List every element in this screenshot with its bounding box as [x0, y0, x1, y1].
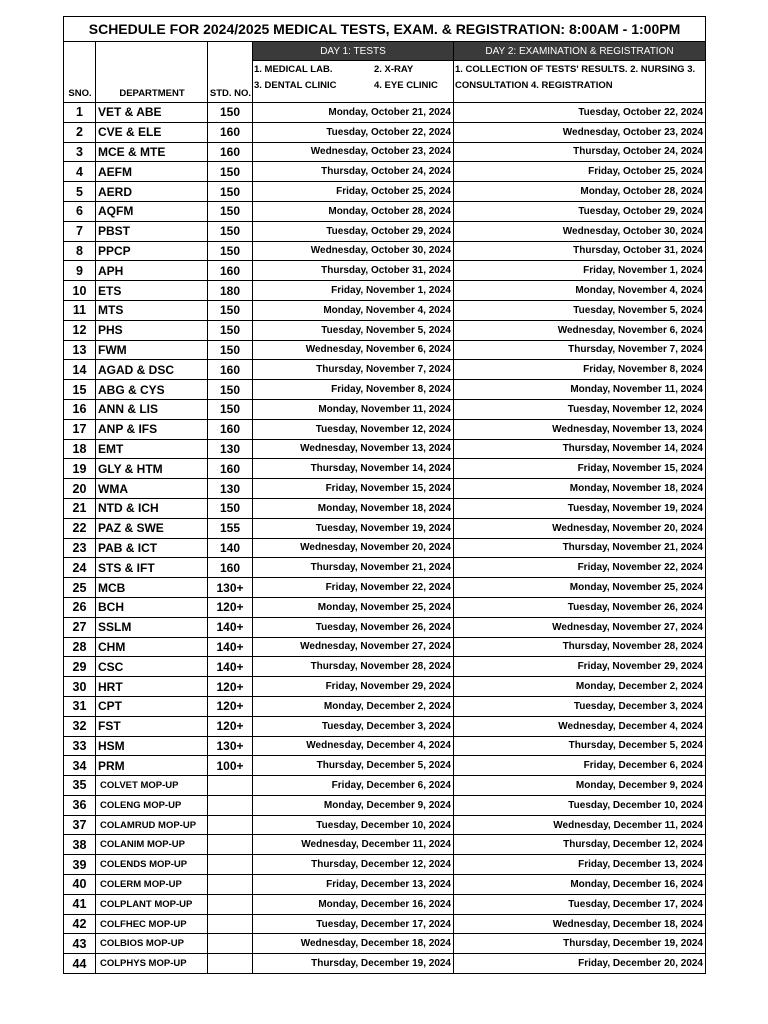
row-std-no [208, 855, 253, 875]
row-sno: 5 [64, 182, 96, 202]
row-day1-date: Tuesday, December 17, 2024 [253, 914, 454, 934]
row-department: MTS [96, 300, 208, 320]
row-department: APH [96, 261, 208, 281]
row-std-no [208, 835, 253, 855]
row-department: BCH [96, 597, 208, 617]
row-department: COLENDS MOP-UP [96, 855, 208, 875]
row-day2-date: Tuesday, November 19, 2024 [454, 498, 706, 518]
row-day2-date: Thursday, November 21, 2024 [454, 538, 706, 558]
row-day1-date: Friday, November 8, 2024 [253, 380, 454, 400]
row-department: ETS [96, 281, 208, 301]
row-day1-date: Tuesday, October 22, 2024 [253, 122, 454, 142]
day1-item: 3. DENTAL CLINIC [254, 80, 337, 91]
row-sno: 17 [64, 419, 96, 439]
row-std-no: 160 [208, 122, 253, 142]
row-day1-date: Thursday, October 24, 2024 [253, 162, 454, 182]
row-department: PRM [96, 756, 208, 776]
row-std-no: 150 [208, 182, 253, 202]
row-std-no [208, 815, 253, 835]
row-department: PPCP [96, 241, 208, 261]
table-row [64, 657, 706, 677]
row-department: NTD & ICH [96, 498, 208, 518]
row-std-no: 160 [208, 360, 253, 380]
row-day1-date: Wednesday, November 27, 2024 [253, 637, 454, 657]
row-day2-date: Friday, November 15, 2024 [454, 459, 706, 479]
row-day2-date: Thursday, October 31, 2024 [454, 241, 706, 261]
row-department: COLFHEC MOP-UP [96, 914, 208, 934]
row-department: AGAD & DSC [96, 360, 208, 380]
table-row [64, 677, 706, 697]
row-sno: 25 [64, 578, 96, 598]
row-std-no: 120+ [208, 716, 253, 736]
row-sno: 32 [64, 716, 96, 736]
row-sno: 44 [64, 954, 96, 974]
row-std-no: 160 [208, 459, 253, 479]
table-row [64, 399, 706, 419]
row-sno: 37 [64, 815, 96, 835]
row-day2-date: Friday, December 20, 2024 [454, 954, 706, 974]
row-department: PHS [96, 320, 208, 340]
row-day2-date: Tuesday, November 26, 2024 [454, 597, 706, 617]
row-day1-date: Thursday, December 12, 2024 [253, 855, 454, 875]
row-day1-date: Thursday, December 19, 2024 [253, 954, 454, 974]
row-day2-date: Tuesday, November 5, 2024 [454, 300, 706, 320]
table-row [64, 578, 706, 598]
row-day1-date: Friday, December 6, 2024 [253, 776, 454, 796]
row-std-no [208, 954, 253, 974]
table-row [64, 538, 706, 558]
row-day2-date: Monday, November 11, 2024 [454, 380, 706, 400]
header-sno: SNO. [64, 42, 96, 103]
row-day2-date: Thursday, November 14, 2024 [454, 439, 706, 459]
table-row [64, 182, 706, 202]
row-day2-date: Monday, November 25, 2024 [454, 578, 706, 598]
row-day2-date: Friday, October 25, 2024 [454, 162, 706, 182]
row-sno: 23 [64, 538, 96, 558]
row-department: STS & IFT [96, 558, 208, 578]
row-department: CSC [96, 657, 208, 677]
row-day2-date: Tuesday, December 10, 2024 [454, 795, 706, 815]
row-sno: 29 [64, 657, 96, 677]
row-day2-date: Thursday, October 24, 2024 [454, 142, 706, 162]
row-sno: 12 [64, 320, 96, 340]
header-std-no: STD. NO. [208, 42, 253, 103]
schedule-body [64, 103, 706, 974]
row-day2-date: Friday, November 22, 2024 [454, 558, 706, 578]
row-std-no: 150 [208, 340, 253, 360]
row-department: COLAMRUD MOP-UP [96, 815, 208, 835]
table-row [64, 855, 706, 875]
table-row [64, 597, 706, 617]
table-row [64, 498, 706, 518]
table-row [64, 518, 706, 538]
row-std-no: 160 [208, 261, 253, 281]
row-department: PAZ & SWE [96, 518, 208, 538]
row-sno: 15 [64, 380, 96, 400]
row-std-no: 180 [208, 281, 253, 301]
row-day2-date: Monday, December 9, 2024 [454, 776, 706, 796]
row-day1-date: Thursday, November 7, 2024 [253, 360, 454, 380]
table-row [64, 934, 706, 954]
row-std-no: 140+ [208, 637, 253, 657]
row-day1-date: Tuesday, December 3, 2024 [253, 716, 454, 736]
table-row [64, 875, 706, 895]
row-sno: 43 [64, 934, 96, 954]
row-std-no: 160 [208, 558, 253, 578]
row-department: SSLM [96, 617, 208, 637]
row-std-no: 140+ [208, 617, 253, 637]
row-std-no [208, 914, 253, 934]
row-std-no [208, 776, 253, 796]
row-day1-date: Thursday, November 21, 2024 [253, 558, 454, 578]
row-department: FST [96, 716, 208, 736]
row-day2-date: Wednesday, November 20, 2024 [454, 518, 706, 538]
row-std-no: 120+ [208, 677, 253, 697]
row-std-no: 130+ [208, 736, 253, 756]
table-row [64, 320, 706, 340]
row-department: CPT [96, 696, 208, 716]
row-day1-date: Tuesday, November 12, 2024 [253, 419, 454, 439]
row-day2-date: Thursday, December 12, 2024 [454, 835, 706, 855]
row-day2-date: Tuesday, October 29, 2024 [454, 201, 706, 221]
row-day1-date: Thursday, October 31, 2024 [253, 261, 454, 281]
row-day1-date: Friday, October 25, 2024 [253, 182, 454, 202]
row-department: AEFM [96, 162, 208, 182]
row-day2-date: Wednesday, December 18, 2024 [454, 914, 706, 934]
row-day1-date: Tuesday, November 19, 2024 [253, 518, 454, 538]
row-sno: 18 [64, 439, 96, 459]
row-day1-date: Wednesday, December 4, 2024 [253, 736, 454, 756]
table-row [64, 617, 706, 637]
row-day1-date: Tuesday, November 5, 2024 [253, 320, 454, 340]
row-department: ANN & LIS [96, 399, 208, 419]
row-department: AERD [96, 182, 208, 202]
row-day2-date: Thursday, December 5, 2024 [454, 736, 706, 756]
row-sno: 1 [64, 103, 96, 123]
row-sno: 28 [64, 637, 96, 657]
row-sno: 38 [64, 835, 96, 855]
page-title: SCHEDULE FOR 2024/2025 MEDICAL TESTS, EXAM. & REGISTRATION: 8:00AM - 1:00PM [64, 17, 706, 42]
header-day2: DAY 2: EXAMINATION & REGISTRATION [454, 42, 706, 61]
row-day2-date: Monday, December 16, 2024 [454, 875, 706, 895]
row-department: VET & ABE [96, 103, 208, 123]
row-department: COLANIM MOP-UP [96, 835, 208, 855]
row-sno: 36 [64, 795, 96, 815]
row-std-no: 130 [208, 479, 253, 499]
row-day1-date: Monday, November 18, 2024 [253, 498, 454, 518]
row-day2-date: Tuesday, November 12, 2024 [454, 399, 706, 419]
row-sno: 35 [64, 776, 96, 796]
table-row [64, 419, 706, 439]
row-sno: 42 [64, 914, 96, 934]
row-std-no: 150 [208, 399, 253, 419]
row-sno: 20 [64, 479, 96, 499]
row-day1-date: Wednesday, December 11, 2024 [253, 835, 454, 855]
day2-task-list [454, 61, 706, 103]
row-department: COLPHYS MOP-UP [96, 954, 208, 974]
row-sno: 39 [64, 855, 96, 875]
row-day1-date: Monday, October 28, 2024 [253, 201, 454, 221]
row-day2-date: Friday, December 13, 2024 [454, 855, 706, 875]
row-department: CHM [96, 637, 208, 657]
row-sno: 21 [64, 498, 96, 518]
row-day1-date: Wednesday, October 30, 2024 [253, 241, 454, 261]
row-std-no: 120+ [208, 597, 253, 617]
table-row [64, 716, 706, 736]
row-day1-date: Monday, December 9, 2024 [253, 795, 454, 815]
row-day1-date: Wednesday, December 18, 2024 [253, 934, 454, 954]
row-day2-date: Wednesday, October 30, 2024 [454, 221, 706, 241]
row-day1-date: Thursday, December 5, 2024 [253, 756, 454, 776]
row-sno: 24 [64, 558, 96, 578]
row-std-no: 160 [208, 142, 253, 162]
row-std-no [208, 934, 253, 954]
row-department: EMT [96, 439, 208, 459]
row-day2-date: Thursday, December 19, 2024 [454, 934, 706, 954]
row-department: GLY & HTM [96, 459, 208, 479]
row-day1-date: Tuesday, December 10, 2024 [253, 815, 454, 835]
row-sno: 4 [64, 162, 96, 182]
row-day1-date: Thursday, November 28, 2024 [253, 657, 454, 677]
table-row [64, 241, 706, 261]
row-day2-date: Friday, November 8, 2024 [454, 360, 706, 380]
row-std-no: 130 [208, 439, 253, 459]
row-day2-date: Monday, November 18, 2024 [454, 479, 706, 499]
row-std-no: 150 [208, 241, 253, 261]
table-row [64, 795, 706, 815]
row-department: COLVET MOP-UP [96, 776, 208, 796]
row-day1-date: Monday, November 11, 2024 [253, 399, 454, 419]
row-sno: 16 [64, 399, 96, 419]
row-department: CVE & ELE [96, 122, 208, 142]
row-day2-date: Tuesday, December 17, 2024 [454, 894, 706, 914]
row-std-no: 100+ [208, 756, 253, 776]
row-sno: 9 [64, 261, 96, 281]
row-department: COLPLANT MOP-UP [96, 894, 208, 914]
table-row [64, 954, 706, 974]
schedule-table [63, 16, 706, 974]
table-row [64, 439, 706, 459]
row-sno: 10 [64, 281, 96, 301]
row-sno: 13 [64, 340, 96, 360]
row-department: HRT [96, 677, 208, 697]
day2-items-line: CONSULTATION 4. REGISTRATION [455, 80, 613, 91]
row-day1-date: Wednesday, November 20, 2024 [253, 538, 454, 558]
row-department: PBST [96, 221, 208, 241]
day2-items-line: 1. COLLECTION OF TESTS' RESULTS. 2. NURSING 3. [455, 64, 696, 75]
table-row [64, 221, 706, 241]
row-department: AQFM [96, 201, 208, 221]
header-day1: DAY 1: TESTS [253, 42, 454, 61]
row-sno: 14 [64, 360, 96, 380]
row-day1-date: Monday, November 25, 2024 [253, 597, 454, 617]
row-department: MCB [96, 578, 208, 598]
row-department: PAB & ICT [96, 538, 208, 558]
row-day1-date: Monday, December 16, 2024 [253, 894, 454, 914]
row-department: ABG & CYS [96, 380, 208, 400]
row-day1-date: Friday, November 22, 2024 [253, 578, 454, 598]
row-department: MCE & MTE [96, 142, 208, 162]
row-department: COLBIOS MOP-UP [96, 934, 208, 954]
table-row [64, 776, 706, 796]
day1-test-list [253, 61, 454, 103]
row-std-no: 150 [208, 103, 253, 123]
row-std-no: 150 [208, 300, 253, 320]
row-sno: 27 [64, 617, 96, 637]
row-sno: 40 [64, 875, 96, 895]
row-sno: 33 [64, 736, 96, 756]
table-row [64, 340, 706, 360]
row-day1-date: Friday, December 13, 2024 [253, 875, 454, 895]
row-day2-date: Wednesday, December 4, 2024 [454, 716, 706, 736]
table-row [64, 736, 706, 756]
table-row [64, 300, 706, 320]
row-sno: 26 [64, 597, 96, 617]
row-sno: 2 [64, 122, 96, 142]
row-department: WMA [96, 479, 208, 499]
row-day2-date: Wednesday, October 23, 2024 [454, 122, 706, 142]
row-day1-date: Tuesday, October 29, 2024 [253, 221, 454, 241]
row-std-no: 150 [208, 498, 253, 518]
row-day2-date: Tuesday, December 3, 2024 [454, 696, 706, 716]
row-std-no: 120+ [208, 696, 253, 716]
row-std-no: 150 [208, 221, 253, 241]
table-row [64, 162, 706, 182]
table-row [64, 201, 706, 221]
table-row [64, 914, 706, 934]
table-row [64, 103, 706, 123]
row-sno: 31 [64, 696, 96, 716]
table-row [64, 142, 706, 162]
table-row [64, 380, 706, 400]
header-department: DEPARTMENT [96, 42, 208, 103]
row-sno: 41 [64, 894, 96, 914]
row-day1-date: Friday, November 1, 2024 [253, 281, 454, 301]
row-sno: 30 [64, 677, 96, 697]
row-day2-date: Wednesday, November 6, 2024 [454, 320, 706, 340]
day1-item: 1. MEDICAL LAB. [254, 64, 333, 75]
row-day2-date: Monday, November 4, 2024 [454, 281, 706, 301]
row-day1-date: Monday, November 4, 2024 [253, 300, 454, 320]
row-day1-date: Tuesday, November 26, 2024 [253, 617, 454, 637]
row-day2-date: Wednesday, November 27, 2024 [454, 617, 706, 637]
row-std-no: 150 [208, 201, 253, 221]
row-day2-date: Monday, October 28, 2024 [454, 182, 706, 202]
row-std-no: 130+ [208, 578, 253, 598]
row-day1-date: Monday, October 21, 2024 [253, 103, 454, 123]
row-sno: 19 [64, 459, 96, 479]
row-sno: 8 [64, 241, 96, 261]
row-sno: 6 [64, 201, 96, 221]
table-row [64, 756, 706, 776]
row-department: FWM [96, 340, 208, 360]
row-sno: 34 [64, 756, 96, 776]
row-day2-date: Friday, December 6, 2024 [454, 756, 706, 776]
row-std-no: 160 [208, 419, 253, 439]
row-day1-date: Wednesday, October 23, 2024 [253, 142, 454, 162]
row-day2-date: Wednesday, November 13, 2024 [454, 419, 706, 439]
table-row [64, 558, 706, 578]
row-std-no [208, 875, 253, 895]
row-day1-date: Friday, November 15, 2024 [253, 479, 454, 499]
row-std-no: 150 [208, 162, 253, 182]
table-row [64, 696, 706, 716]
row-sno: 11 [64, 300, 96, 320]
table-row [64, 281, 706, 301]
row-std-no [208, 894, 253, 914]
row-day2-date: Thursday, November 28, 2024 [454, 637, 706, 657]
row-std-no: 140+ [208, 657, 253, 677]
row-day1-date: Friday, November 29, 2024 [253, 677, 454, 697]
row-department: COLERM MOP-UP [96, 875, 208, 895]
table-row [64, 894, 706, 914]
table-row [64, 261, 706, 281]
row-day1-date: Thursday, November 14, 2024 [253, 459, 454, 479]
row-department: HSM [96, 736, 208, 756]
table-row [64, 122, 706, 142]
row-department: ANP & IFS [96, 419, 208, 439]
row-std-no: 150 [208, 380, 253, 400]
row-department: COLENG MOP-UP [96, 795, 208, 815]
row-sno: 7 [64, 221, 96, 241]
day1-item: 4. EYE CLINIC [374, 80, 438, 91]
row-day2-date: Friday, November 1, 2024 [454, 261, 706, 281]
row-sno: 22 [64, 518, 96, 538]
table-row [64, 815, 706, 835]
row-std-no [208, 795, 253, 815]
table-row [64, 637, 706, 657]
row-day1-date: Wednesday, November 6, 2024 [253, 340, 454, 360]
table-row [64, 459, 706, 479]
row-day2-date: Friday, November 29, 2024 [454, 657, 706, 677]
row-day2-date: Thursday, November 7, 2024 [454, 340, 706, 360]
table-row [64, 835, 706, 855]
day1-item: 2. X-RAY [374, 64, 414, 75]
row-std-no: 150 [208, 320, 253, 340]
row-std-no: 155 [208, 518, 253, 538]
row-day2-date: Monday, December 2, 2024 [454, 677, 706, 697]
row-sno: 3 [64, 142, 96, 162]
row-std-no: 140 [208, 538, 253, 558]
table-row [64, 360, 706, 380]
row-day2-date: Tuesday, October 22, 2024 [454, 103, 706, 123]
row-day2-date: Wednesday, December 11, 2024 [454, 815, 706, 835]
row-day1-date: Wednesday, November 13, 2024 [253, 439, 454, 459]
row-day1-date: Monday, December 2, 2024 [253, 696, 454, 716]
table-row [64, 479, 706, 499]
